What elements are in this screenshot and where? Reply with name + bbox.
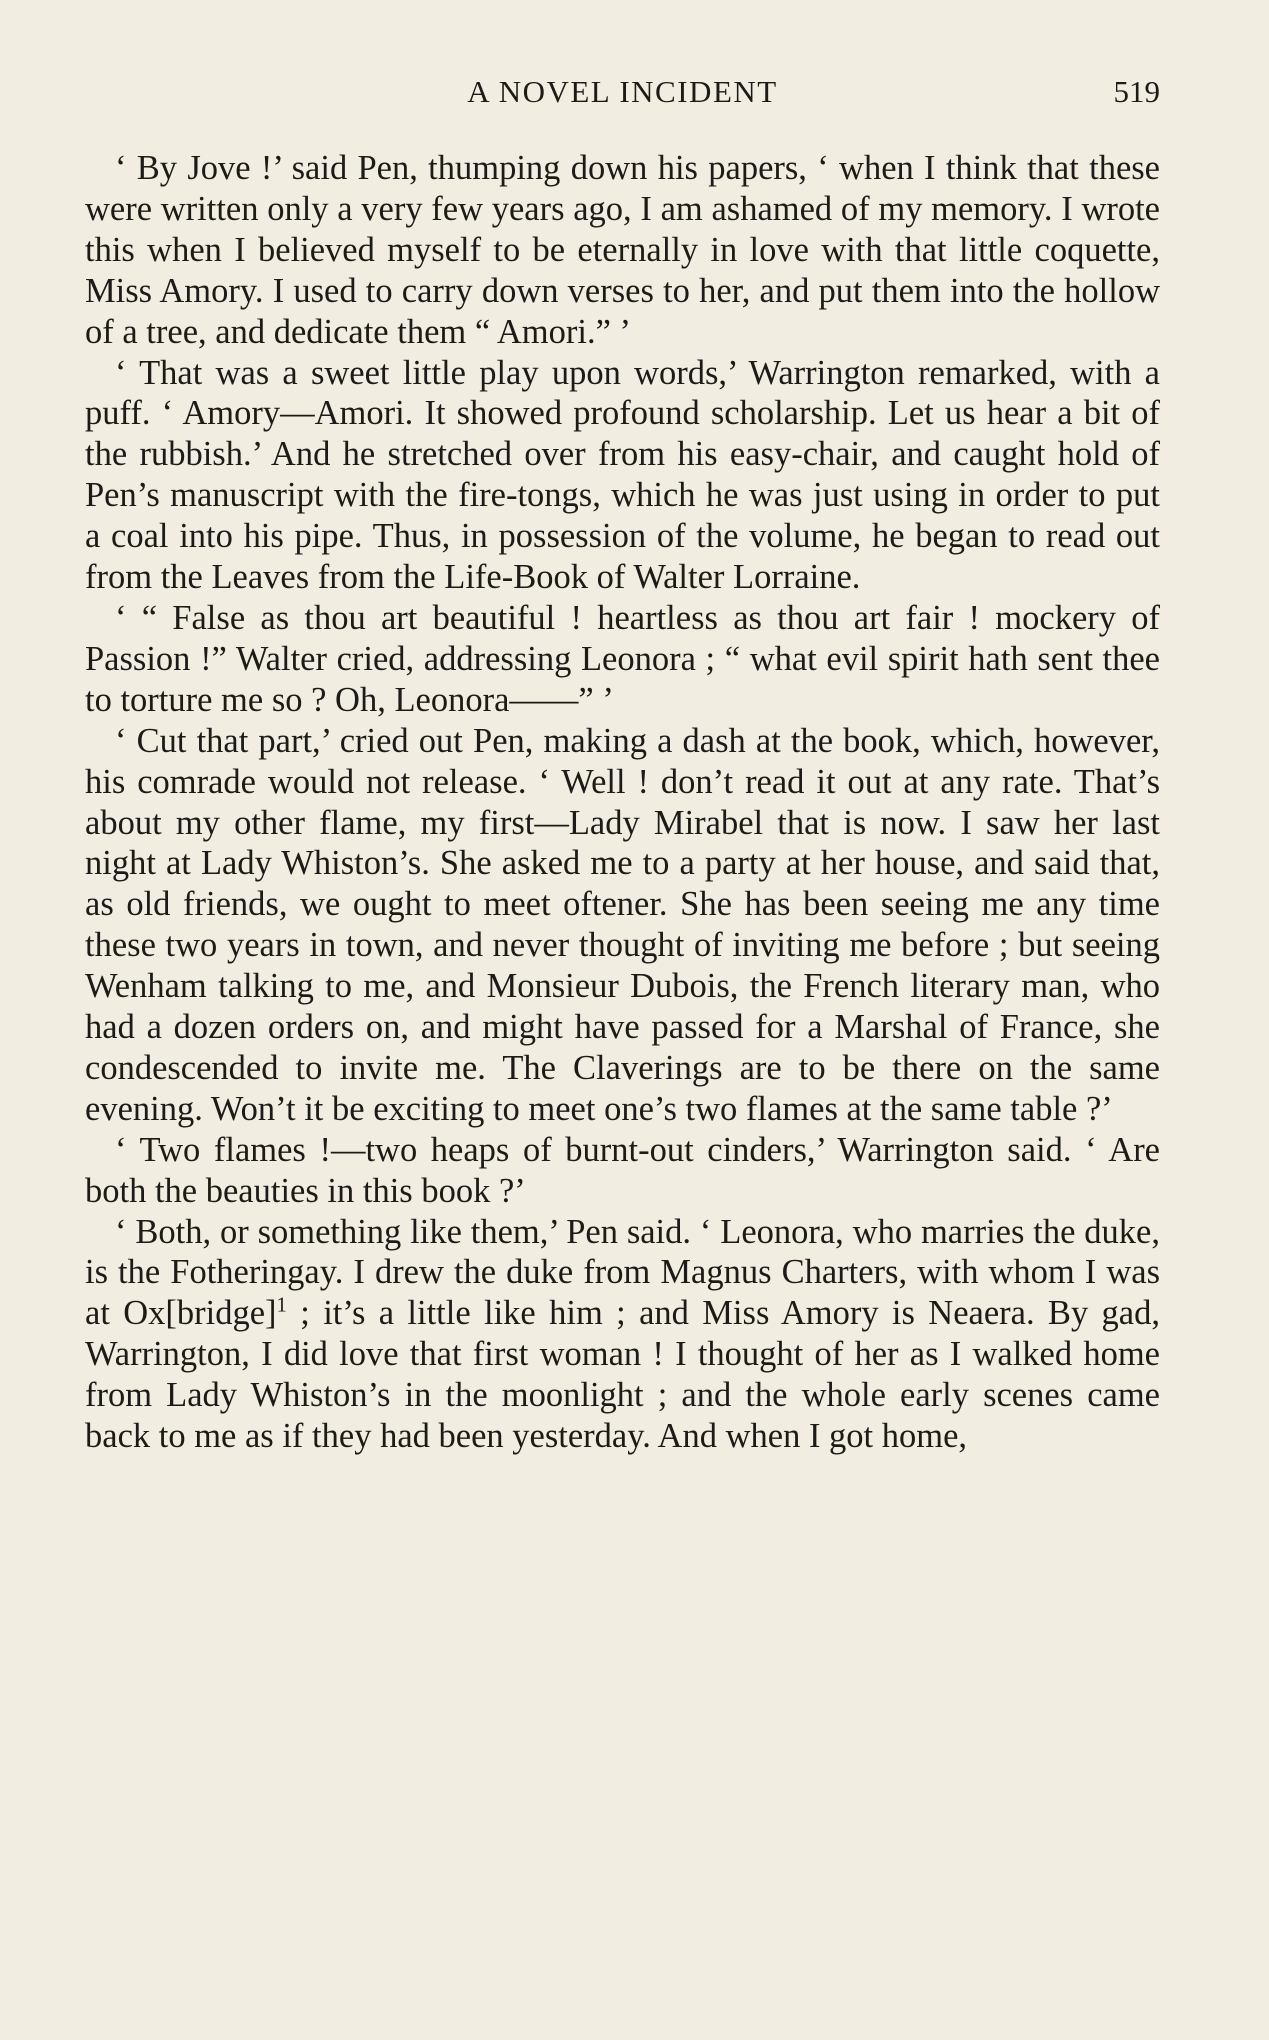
running-head [85,70,1160,114]
footnote-marker: 1 [276,1294,287,1317]
text-segment: ‘ Both, or something like them,’ Pen said. ‘ Leonora, who marries the duke, is the Fotheringay. I drew the duke from Magnus Charters, with whom I was at Ox[bridge] [85,1212,1160,1333]
paragraph [85,1212,1160,1457]
text-segment: ‘ By Jove !’ said Pen, thumping down his papers, ‘ when I think that these were written only a very few years ago, I am ashamed of my memory. I wrote this when I believed myself to be eternally in love with that little coquette, Miss Amory. I used to carry down verses to her, and put them into the hollow of a tree, and dedicate them “ Amori.” ’ [85,149,1160,351]
paragraph [85,353,1160,598]
text-segment: ‘ Cut that part,’ cried out Pen, making a dash at the book, which, however, his comrade would not release. ‘ Well ! don’t read it out at any rate. That’s about my other flame, my first—Lady Mirabel that is now. I saw her last night at Lady Whiston’s. She asked me to a party at her house, and said that, as old friends, we ought to meet oftener. She has been seeing me any time these two years in town, and never thought of inviting me before ; but seeing Wenham talking to me, and Monsieur Dubois, the French literary man, who had a dozen orders on, and might have passed for a Marshal of France, she condescended to invite me. The Claverings are to be there on the same evening. Won’t it be exciting to meet one’s two flames at the same table ?’ [85,721,1160,1128]
paragraph [85,148,1160,353]
text-segment: ‘ Two flames !—two heaps of burnt-out cinders,’ Warrington said. ‘ Are both the beauties in this book ?’ [85,1130,1160,1210]
paragraph [85,721,1160,1130]
text-segment: ; it’s a little like him ; and Miss Amory is Neaera. By gad, Warrington, I did love that first woman ! I thought of her as I walked home from Lady Whiston’s in the moonlight ; and the whole early scenes came back to me as if they had been yesterday. And when I got home, [85,1294,1160,1456]
text-segment: ‘ That was a sweet little play upon words,’ Warrington remarked, with a puff. ‘ Amory—Amori. It showed profound scholarship. Let us hear a bit of the rubbish.’ And he stretched over from his easy-chair, and caught hold of Pen’s manuscript with the fire-tongs, which he was just using in order to put a coal into his pipe. Thus, in possession of the volume, he began to read out from the [85,353,1160,597]
page-number: 519 [1113,74,1160,109]
text-segment: ‘ “ False as thou art beautiful ! heartless as thou art fair ! mockery of Passion !” Walter cried, addressing Leonora ; “ what evil spirit hath sent thee to torture me so ? Oh, Leonora——” ’ [85,598,1160,719]
italic-title: Leaves from the Life-Book of Walter Lorraine [211,558,852,597]
running-title: A NOVEL INCIDENT [467,74,778,109]
body-text [85,148,1160,1457]
paragraph [85,1130,1160,1212]
paragraph [85,598,1160,721]
text-segment: . [851,558,861,597]
